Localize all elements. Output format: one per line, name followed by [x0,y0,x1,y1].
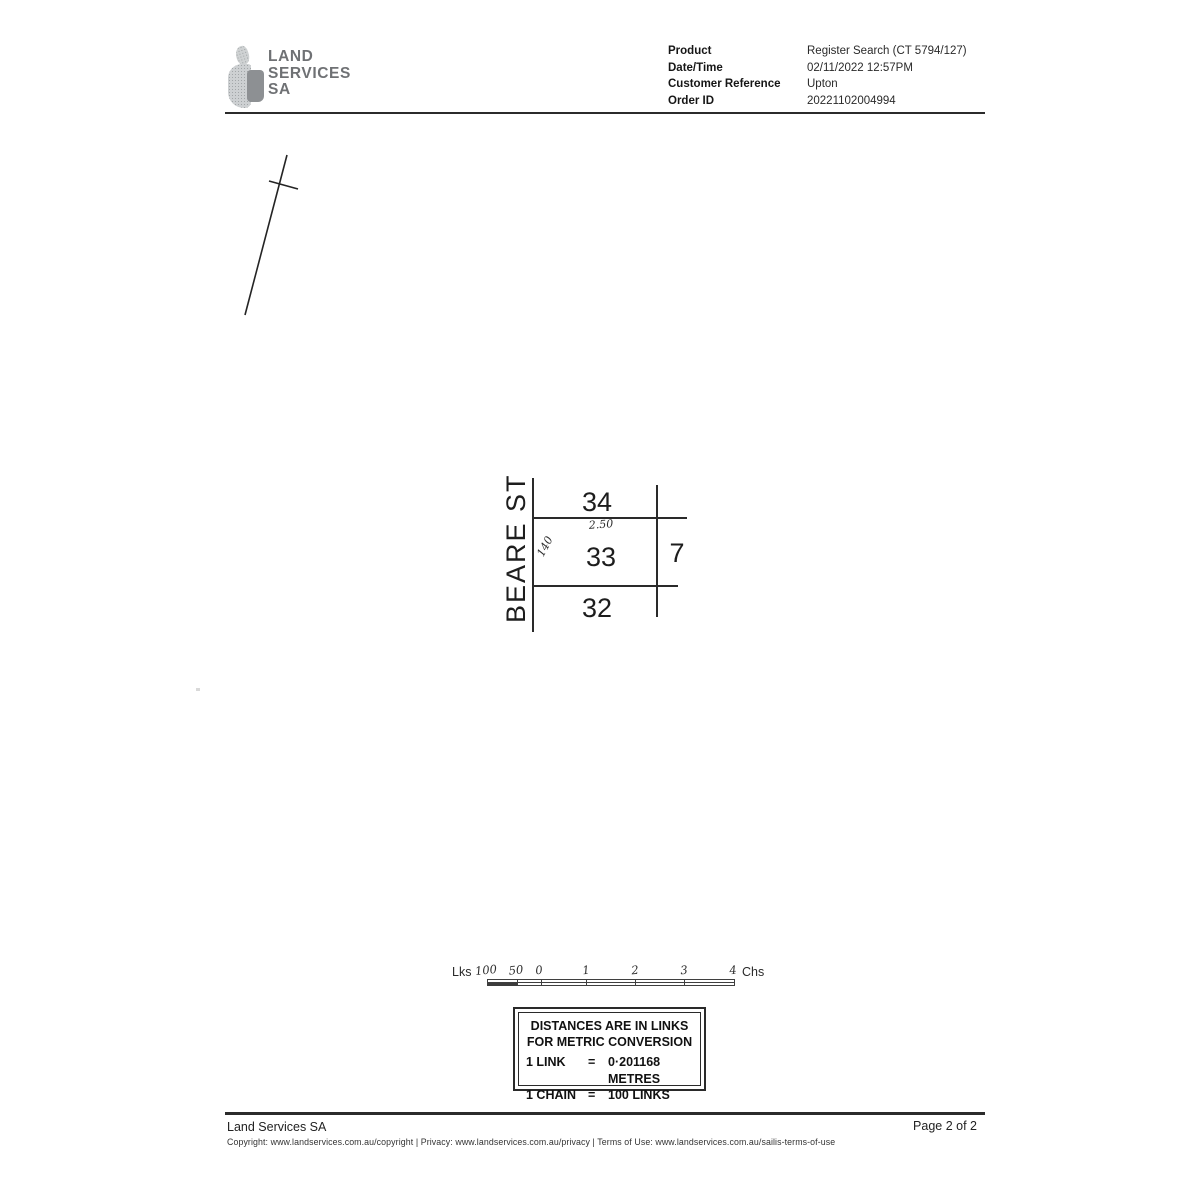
scale-tick-3: 3 [679,962,689,978]
logo-line-2: SERVICES [268,64,351,82]
header-divider [225,112,985,114]
rear-boundary-line [656,485,658,617]
depth-dimension-label: 140 [534,534,556,559]
order-detail-row [668,93,967,110]
lot-boundary-line-bottom [532,585,678,587]
section-7-label: 7 [669,538,685,568]
logo-line-1: LAND [268,48,314,65]
order-detail-row [668,76,967,93]
product-label: Product [668,45,712,58]
metric-conversion-box-inner [518,1012,701,1102]
page-number: Page 2 of 2 [913,1119,977,1133]
logo-square-shape [247,70,264,102]
datetime-value: 02/11/2022 12:57PM [807,61,913,74]
scale-links-unit-label: Lks [452,965,472,979]
order-id-label: Order ID [668,94,715,107]
datetime-label: Date/Time [668,61,723,74]
land-services-sa-logo-icon [228,44,266,108]
scale-bar [487,979,735,986]
survey-reference-line-icon [235,148,310,328]
order-details-block [668,43,967,109]
footer-copyright-line: Copyright: www.landservices.com.au/copyright | Privacy: www.landservices.com.au/privacy | Terms of Use: www.landservices.com.au/sailis-terms-of-use [227,1137,836,1147]
conversion-row-link [526,1054,700,1087]
link-equals: = [588,1055,596,1069]
scale-tick-50: 50 [507,962,525,978]
scale-bar-tick [635,980,636,985]
conversion-rows [519,1054,700,1104]
logo-wordmark [268,49,351,99]
street-name-label: BEARE ST [501,473,531,623]
conversion-title-line-1: DISTANCES ARE IN LINKS [530,1019,689,1033]
scale-tick-4: 4 [728,962,738,978]
lot-32-label: 32 [581,593,613,623]
scale-tick-2: 2 [630,962,640,978]
link-term: 1 LINK [526,1055,566,1069]
footer-divider [225,1112,985,1115]
frontage-dimension-label: 2.50 [588,517,614,532]
scale-tick-100: 100 [474,961,498,979]
order-id-value: 20221102004994 [807,94,896,107]
chain-equals: = [588,1088,596,1102]
order-detail-row [668,43,967,60]
scale-bar-tick [541,980,542,985]
order-detail-row [668,60,967,77]
scale-bar-tick [517,980,518,985]
product-value: Register Search (CT 5794/127) [807,45,967,58]
lot-34-label: 34 [581,487,613,517]
chain-value: 100 LINKS [608,1088,670,1102]
scale-bar-tick [684,980,685,985]
scale-bar-tick [586,980,587,985]
logo-line-3: SA [268,81,291,98]
footer-company-name: Land Services SA [227,1120,327,1134]
customer-reference-label: Customer Reference [668,78,781,91]
conversion-title-line-2: FOR METRIC CONVERSION [526,1034,693,1049]
link-value: 0·201168 METRES [608,1055,661,1086]
lot-33-label: 33 [585,542,617,572]
customer-reference-value: Upton [807,78,838,91]
scale-bar-inner-line [488,982,734,983]
metric-conversion-box [513,1007,706,1102]
chain-term: 1 CHAIN [526,1088,577,1102]
scale-tick-0: 0 [534,962,544,978]
scale-tick-1: 1 [581,962,591,978]
scale-bar-shaded-segment [488,983,517,986]
scale-chains-unit-label: Chs [742,965,765,979]
conversion-row-chain [526,1087,700,1104]
scan-artifact [196,688,200,691]
